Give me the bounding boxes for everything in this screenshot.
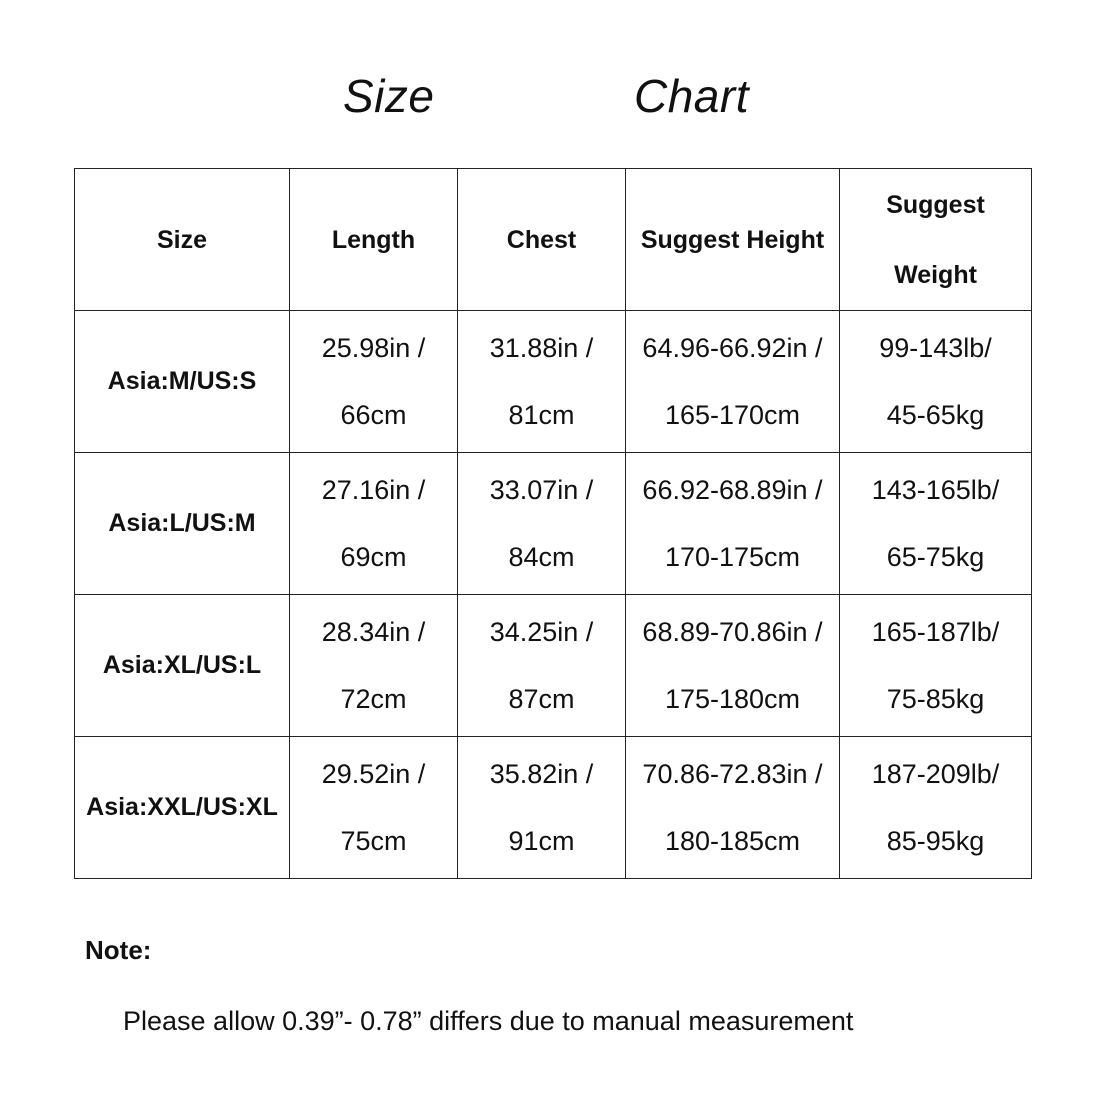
length-cm: 72cm [340,683,407,714]
length-inches: 29.52in / [321,758,426,789]
table-row [75,595,1032,737]
length-inches: 27.16in / [321,474,426,505]
weight-kg: 85-95kg [886,825,985,856]
weight-lb: 143-165lb/ [871,474,1000,505]
weight-cell [840,453,1032,595]
chest-inches: 34.25in / [489,616,594,647]
height-inches: 66.92-68.89in / [642,474,823,505]
note-text: Please allow 0.39”- 0.78” differs due to manual measurement [123,1006,854,1036]
chest-cm: 84cm [508,541,575,572]
height-cm: 180-185cm [664,825,801,856]
weight-lb: 99-143lb/ [879,332,992,363]
length-cm: 66cm [340,399,407,430]
size-cell: Asia:XL/US:L [75,595,290,737]
table-row [75,453,1032,595]
weight-cell [840,595,1032,737]
height-cell [626,311,840,453]
weight-cell [840,311,1032,453]
chest-inches: 31.88in / [489,332,594,363]
height-cell [626,737,840,879]
length-cm: 75cm [340,825,407,856]
height-cm: 175-180cm [664,683,801,714]
header-size: Size [75,169,290,311]
header-chest: Chest [458,169,626,311]
header-length: Length [290,169,458,311]
table-row [75,311,1032,453]
chest-cm: 81cm [508,399,575,430]
note-label: Note: [85,935,152,965]
height-cm: 165-170cm [664,399,801,430]
size-cell: Asia:XXL/US:XL [75,737,290,879]
length-cell [290,595,458,737]
size-cell: Asia:L/US:M [75,453,290,595]
size-chart-table [74,168,1032,879]
height-cell [626,595,840,737]
header-suggest-height: Suggest Height [626,169,840,311]
header-weight-line2: Weight [894,260,977,289]
weight-cell [840,737,1032,879]
height-inches: 68.89-70.86in / [642,616,823,647]
height-cm: 170-175cm [664,541,801,572]
chest-inches: 35.82in / [489,758,594,789]
weight-lb: 165-187lb/ [871,616,1000,647]
header-suggest-weight [840,169,1032,311]
length-cm: 69cm [340,541,407,572]
chest-cm: 91cm [508,825,575,856]
length-cell [290,737,458,879]
chest-cm: 87cm [508,683,575,714]
chest-inches: 33.07in / [489,474,594,505]
chest-cell [458,595,626,737]
header-row [75,169,1032,311]
weight-kg: 45-65kg [886,399,985,430]
header-weight-line1: Suggest [886,190,985,219]
title-size-word: Size [343,70,435,122]
length-inches: 25.98in / [321,332,426,363]
height-cell [626,453,840,595]
height-inches: 70.86-72.83in / [642,758,823,789]
chest-cell [458,453,626,595]
chest-cell [458,737,626,879]
weight-kg: 65-75kg [886,541,985,572]
weight-lb: 187-209lb/ [871,758,1000,789]
length-cell [290,453,458,595]
chest-cell [458,311,626,453]
length-inches: 28.34in / [321,616,426,647]
table-row [75,737,1032,879]
length-cell [290,311,458,453]
size-cell: Asia:M/US:S [75,311,290,453]
title-chart-word: Chart [634,70,749,122]
weight-kg: 75-85kg [886,683,985,714]
height-inches: 64.96-66.92in / [642,332,823,363]
